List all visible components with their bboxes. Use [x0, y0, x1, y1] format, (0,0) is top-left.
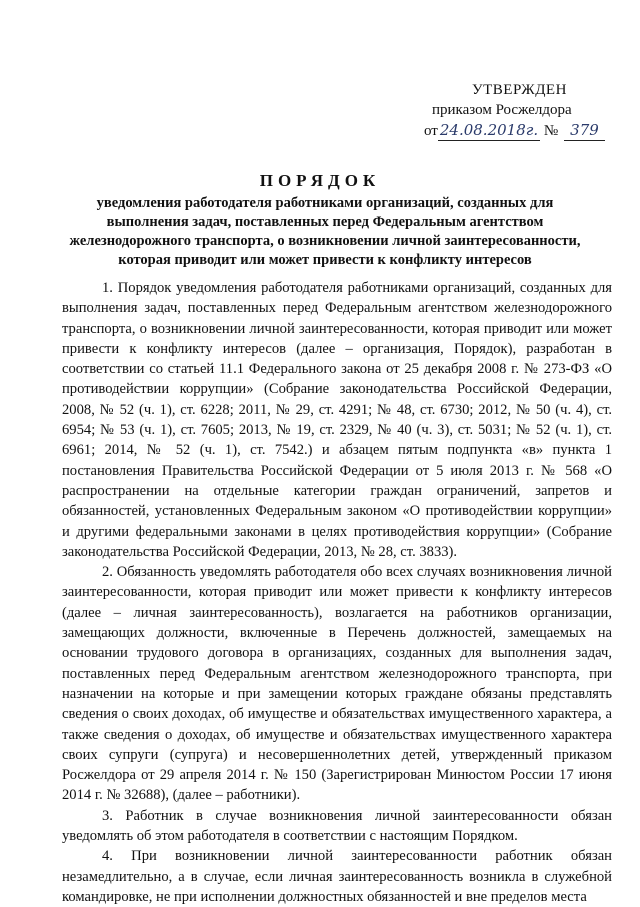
date-prefix: от — [424, 123, 438, 139]
number-label: № — [543, 123, 559, 139]
approval-heading: УТВЕРЖДЕН — [472, 82, 567, 98]
paragraph-4: 4. При возникновении личной заинтересованности работник обязан незамедлительно, а в случае, если личная заинтересованность возникла в служебной командировке, не при исполнении должностных обязанностей и вне пределов места — [62, 848, 612, 905]
approval-date-line — [424, 120, 624, 141]
document-subtitle: уведомления работодателя работниками организаций, созданных для выполнения задач, поставленных перед Федеральным агентством железнодорожного транспорта, о возникновении личной заинтересованности, которая приводит или может привести к конфликту интересов — [69, 195, 581, 268]
handwritten-number: 379 — [564, 120, 605, 141]
document-title: ПОРЯДОК — [259, 171, 381, 190]
approval-order: приказом Росжелдора — [432, 102, 572, 118]
paragraph-3: 3. Работник в случае возникновения личной заинтересованности обязан уведомлять об этом работодателя в соответствии с настоящим Порядком. — [62, 807, 612, 845]
handwritten-date: 24.08.2018г. — [439, 121, 539, 139]
paragraph-1: 1. Порядок уведомления работодателя работниками организаций, созданных для выполнения задач, поставленных перед Федеральным агентством железнодорожного транспорта, о возникновении личной заинтересованности, которая приводит или может привести к конфликту интересов (далее – организация, Порядок), разработан в соответствии со статьей 11.1 Федерального закона от 25 декабря 2008 г. № 273-ФЗ «О противодействии коррупции» (Собрание законодательства Российской Федерации, 2008, № 52 (ч. 1), ст. 6228; 2011, № 29, ст. 4291; № 48, ст. 6730; 2012, № 50 (ч. 4), ст. 6954; № 53 (ч. 1), ст. 7605; 2013, № 19, ст. 2329, № 40 (ч. 3), ст. 5031; № 52 (ч. 1), ст. 6961; 2014, № 52 (ч. 1), ст. 7542.) и абзацем пятым подпункта «в» пункта 1 постановления Правительства Российской Федерации от 5 июля 2013 г. № 568 «О распространении на отдельные категории граждан ограничений, запретов и обязанностей, установленных Федеральным законом «О противодействии коррупции» и другими федеральными законами в целях противодействия коррупции» (Собрание законодательства Российской Федерации, 2013, № 28, ст. 3833). — [62, 280, 612, 560]
document-body — [62, 278, 612, 907]
paragraph-2: 2. Обязанность уведомлять работодателя обо всех случаях возникновения личной заинтересованности, которая приводит или может привести к конфликту интересов (далее – личная заинтересованность), возлагается на работников организации, замещающих должности, включенные в Перечень должностей, замещаемых на основании трудового договора в организациях, созданных для выполнения задач, поставленных перед Федеральным агентством железнодорожного транспорта, при назначении на которые и при замещении которых граждане обязаны представлять сведения о своих доходах, об имуществе и обязательствах имущественного характера, а также сведения о доходах, об имуществе и обязательствах имущественного характера своих супруги (супруга) и несовершеннолетних детей, утвержденный приказом Росжелдора от 29 апреля 2014 г. № 150 (Зарегистрирован Минюстом России 17 июня 2014 г. № 32688), (далее – работники). — [62, 564, 612, 804]
approval-stamp — [424, 80, 624, 141]
